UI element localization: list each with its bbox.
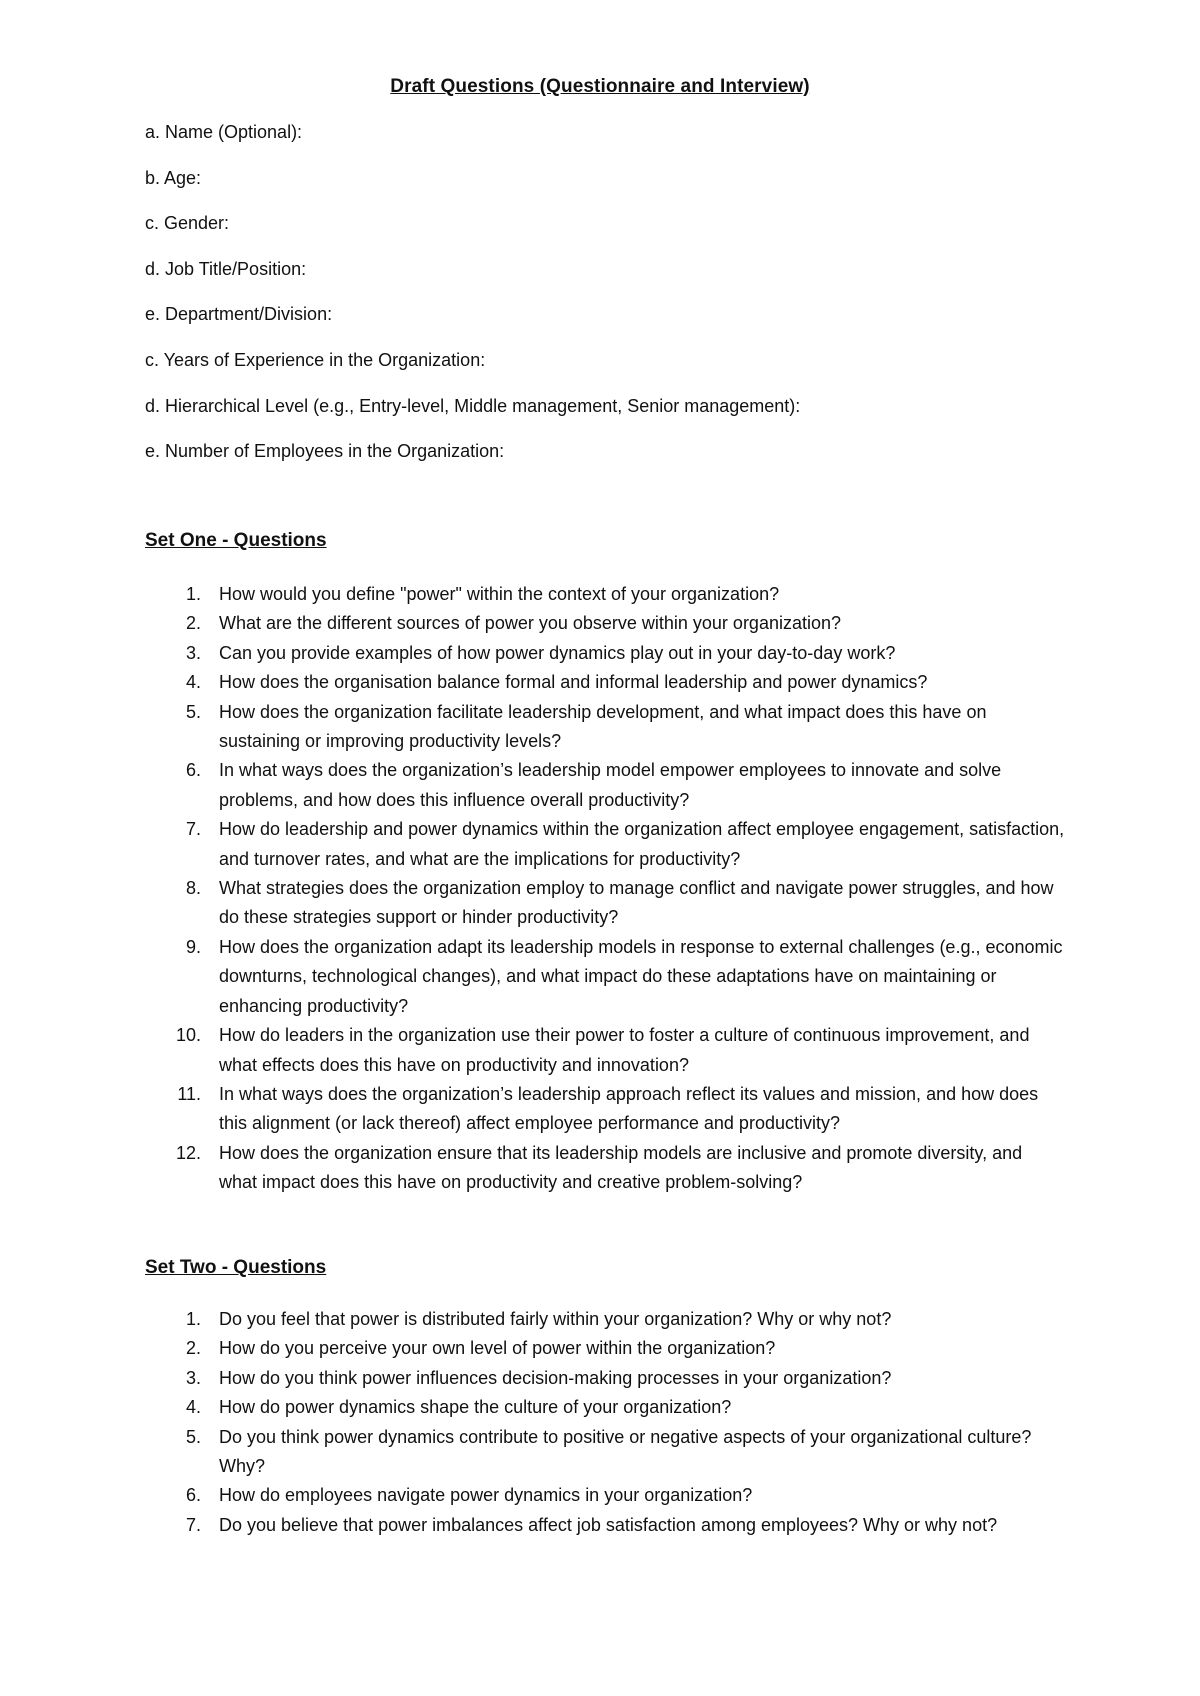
list-item [145,668,1065,697]
list-item [145,1080,1065,1139]
question-text: How do you think power influences decision-making processes in your organization? [219,1367,892,1388]
question-number: 4. [185,1397,201,1418]
document-title: Draft Questions (Questionnaire and Interview) [390,76,810,97]
question-number: 2. [185,613,201,634]
set-one-heading: Set One - Questions [145,530,327,551]
list-item [145,1511,1065,1540]
list-item [145,1139,1065,1198]
list-item [145,815,1065,874]
list-item [145,1423,1065,1482]
question-number: 12. [175,1142,201,1163]
question-text: How do leaders in the organization use their power to foster a culture of continuous improvement, and what effects does this have on productivity and innovation? [219,1025,1030,1075]
list-item [145,1481,1065,1510]
question-text: How does the organization facilitate leadership development, and what impact does this have on sustaining or improving productivity levels? [219,701,987,752]
question-text: In what ways does the organization’s leadership model empower employees to innovate and solve problems, and how does this influence overall productivity? [219,760,1002,810]
list-item [145,1393,1065,1422]
set-two-heading: Set Two - Questions [145,1257,327,1278]
question-text: How do power dynamics shape the culture of your organization? [219,1397,732,1418]
question-number: 8. [185,878,201,899]
question-text: How do leadership and power dynamics within the organization affect employee engagement, satisfaction, and turnover rates, and what are the implications for productivity? [219,819,1065,869]
question-number: 5. [185,1426,201,1447]
question-text: How does the organisation balance formal and informal leadership and power dynamics? [219,672,928,693]
list-item [145,639,1065,668]
list-item [145,580,1065,609]
question-number: 6. [185,760,201,781]
question-text: What are the different sources of power you observe within your organization? [219,613,842,634]
question-text: Do you believe that power imbalances affect job satisfaction among employees? Why or why not? [219,1514,998,1535]
list-item [145,1021,1065,1080]
question-text: How do you perceive your own level of power within the organization? [219,1338,776,1359]
question-text: Can you provide examples of how power dynamics play out in your day-to-day work? [219,642,896,663]
field-hierarchical-level: d. Hierarchical Level (e.g., Entry-level, Middle management, Senior management): [145,395,801,416]
question-number: 3. [185,1367,201,1388]
question-text: Do you think power dynamics contribute to positive or negative aspects of your organizational culture? Why? [219,1426,1032,1477]
question-number: 7. [185,819,201,840]
question-text: In what ways does the organization’s leadership approach reflect its values and mission, and how does this alignment (or lack thereof) affect employee performance and productivity? [219,1083,1039,1134]
question-number: 1. [185,584,201,604]
field-age: b. Age: [145,167,202,188]
set-two-question-list [145,1305,1065,1540]
question-number: 6. [185,1485,201,1506]
field-job-title: d. Job Title/Position: [145,258,307,279]
list-item [145,756,1065,815]
field-gender: c. Gender: [145,213,230,234]
question-number: 1. [185,1309,201,1329]
list-item [145,609,1065,638]
list-item [145,1305,1065,1334]
question-text: How do employees navigate power dynamics in your organization? [219,1485,753,1506]
field-number-of-employees: e. Number of Employees in the Organization: [145,441,505,462]
question-number: 9. [185,936,201,957]
question-number: 5. [185,701,201,722]
list-item [145,698,1065,757]
set-one-question-list [145,580,1065,1198]
list-item [145,874,1065,933]
question-text: What strategies does the organization employ to manage conflict and navigate power struggles, and how do these strategies support or hinder productivity? [219,878,1054,928]
question-text: How does the organization adapt its leadership models in response to external challenges (e.g., economic downturns, technological changes), and what impact do these adaptations have on maintaining or enhancing productivity? [219,936,1063,1016]
question-text: How does the organization ensure that its leadership models are inclusive and promote diversity, and what impact does this have on productivity and creative problem-solving? [219,1142,1023,1193]
question-number: 10. [175,1025,201,1046]
question-number: 3. [185,642,201,663]
question-number: 11. [177,1083,201,1104]
question-number: 4. [185,672,201,693]
field-years-experience: c. Years of Experience in the Organization: [145,349,486,370]
field-department: e. Department/Division: [145,304,333,325]
question-number: 7. [185,1514,201,1535]
list-item [145,1364,1065,1393]
question-number: 2. [185,1338,201,1359]
list-item [145,933,1065,1021]
question-text: Do you feel that power is distributed fairly within your organization? Why or why not? [219,1309,892,1329]
list-item [145,1334,1065,1363]
profile-fields-list [145,121,1065,486]
question-text: How would you define "power" within the context of your organization? [219,584,780,604]
field-name: a. Name (Optional): [145,122,303,142]
